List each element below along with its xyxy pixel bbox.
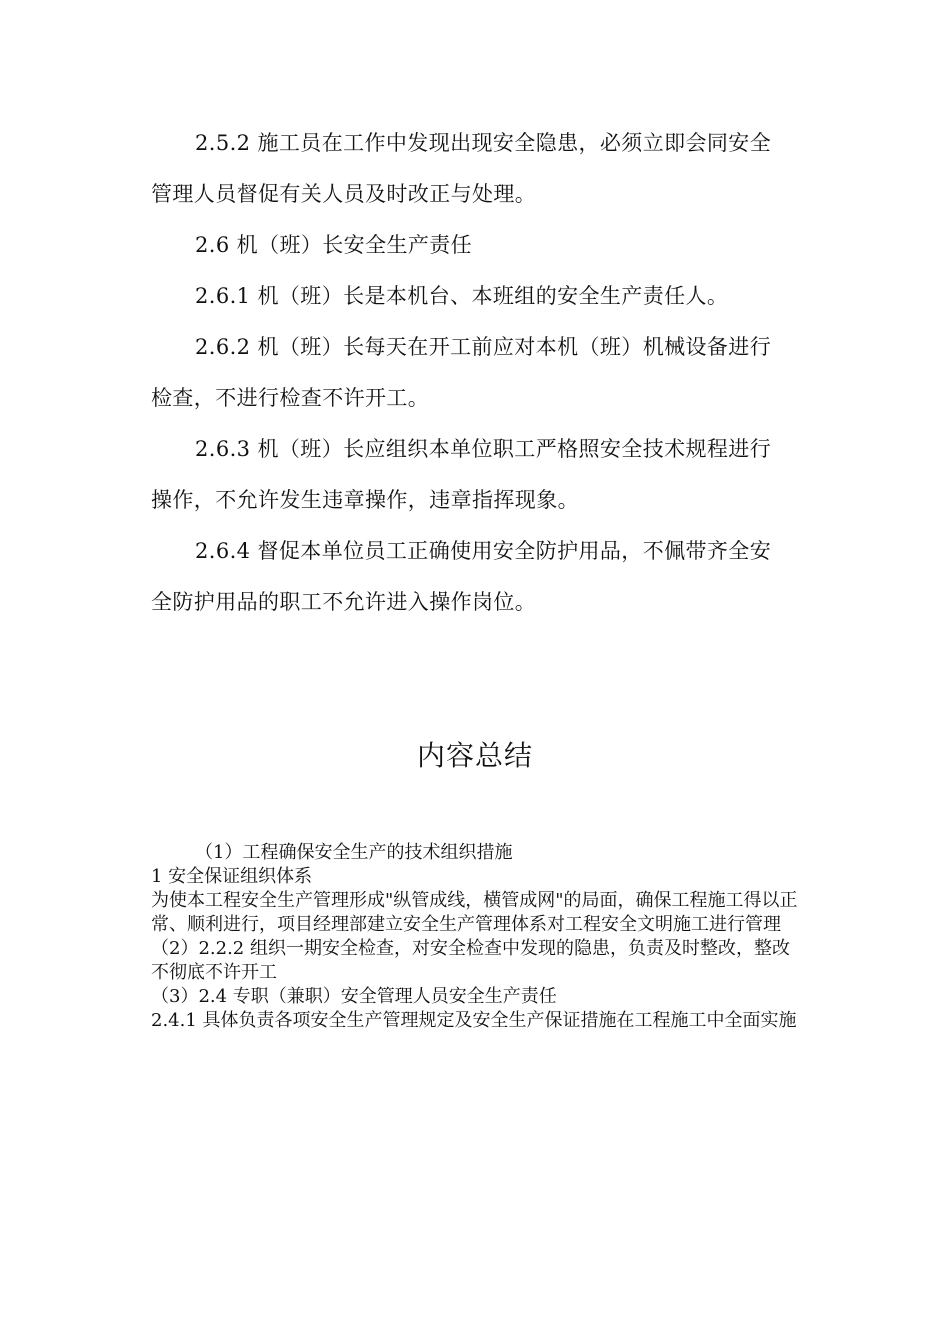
body-text-section (151, 118, 791, 628)
summary-line: （3）2.4 专职（兼职）安全管理人员安全生产责任 (151, 986, 557, 1007)
paragraph-2-6: 2.6 机（班）长安全生产责任 (195, 233, 473, 257)
paragraph-2-6-4: 2.6.4 督促本单位员工正确使用安全防护用品，不佩带齐全安全防护用品的职工不允许进入操作岗位。 (151, 539, 772, 614)
paragraph-2-6-3: 2.6.3 机（班）长应组织本单位职工严格照安全技术规程进行操作，不允许发生违章操作，违章指挥现象。 (151, 437, 772, 512)
summary-line: （1）工程确保安全生产的技术组织措施 (195, 842, 513, 863)
summary-title: 内容总结 (416, 739, 533, 772)
summary-line: 为使本工程安全生产管理形成"纵管成线，横管成网"的局面，确保工程施工得以正常、顺利进行，项目经理部建立安全生产管理体系对工程安全文明施工进行管理 (151, 890, 798, 935)
paragraph-2-6-2: 2.6.2 机（班）长每天在开工前应对本机（班）机械设备进行检查，不进行检查不许开工。 (151, 335, 772, 410)
paragraph-2-6-1: 2.6.1 机（班）长是本机台、本班组的安全生产责任人。 (195, 284, 729, 308)
summary-line: （2）2.2.2 组织一期安全检查，对安全检查中发现的隐患，负责及时整改，整改不彻底不许开工 (151, 938, 790, 983)
paragraph-2-5-2: 2.5.2 施工员在工作中发现出现安全隐患，必须立即会同安全管理人员督促有关人员及时改正与处理。 (151, 131, 772, 206)
summary-line: 2.4.1 具体负责各项安全生产管理规定及安全生产保证措施在工程施工中全面实施 (151, 1010, 797, 1031)
summary-line: 1 安全保证组织体系 (151, 866, 313, 887)
summary-section (151, 841, 801, 1033)
